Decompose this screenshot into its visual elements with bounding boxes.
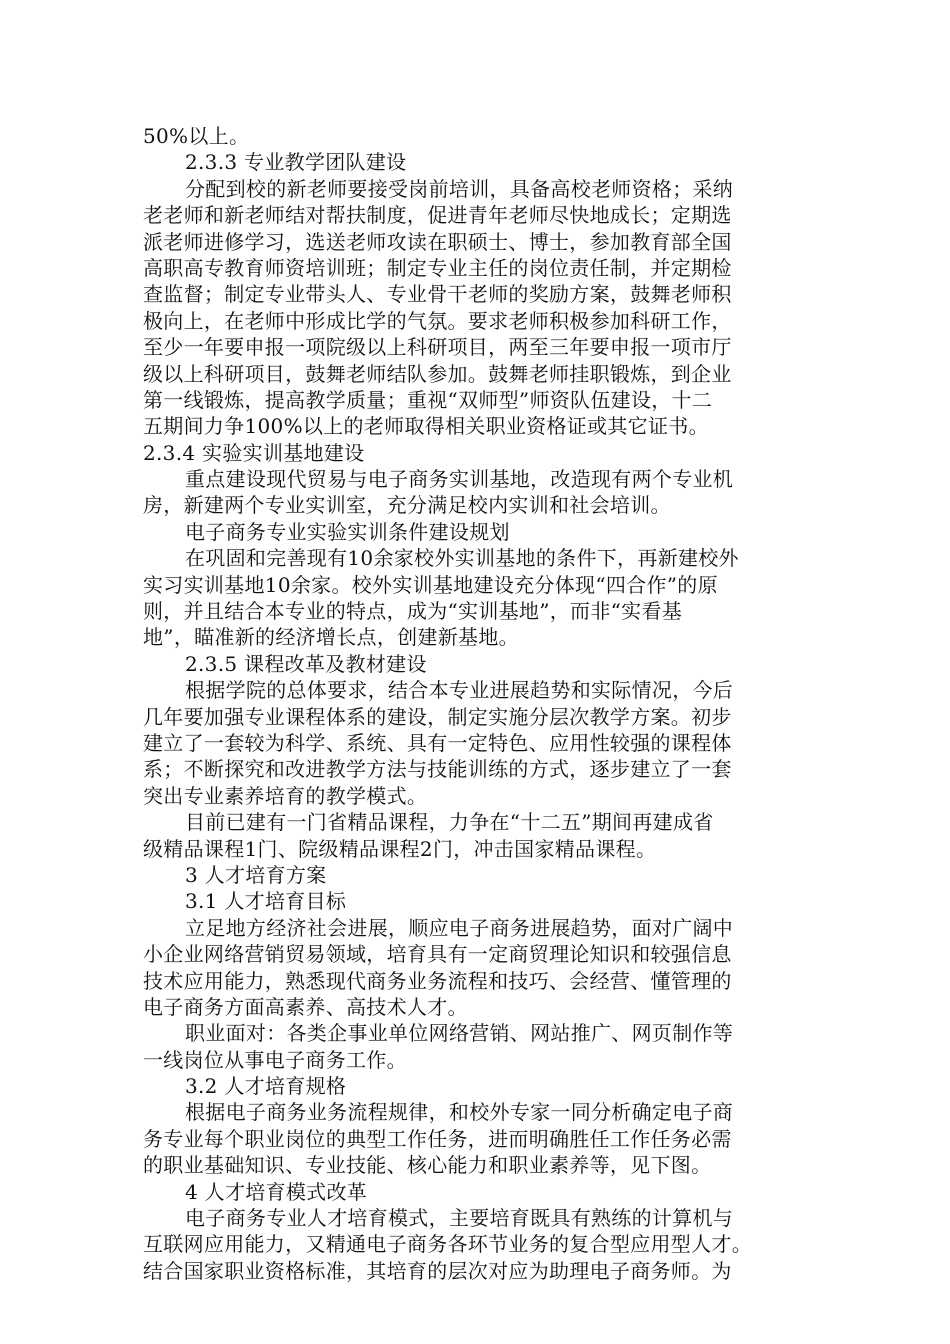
paragraph-line: 电子商务专业人才培育模式，主要培育既具有熟练的计算机与 — [185, 1206, 734, 1231]
paragraph-line: 技术应用能力，熟悉现代商务业务流程和技巧、会经营、懂管理的 — [143, 968, 732, 993]
paragraph-line: 派老师进修学习，选送老师攻读在职硕士、博士，参加教育部全国 — [143, 229, 732, 254]
section-heading: 3 人才培育方案 — [185, 862, 327, 887]
paragraph-line: 突出专业素养培育的教学模式。 — [143, 783, 428, 808]
paragraph-line: 分配到校的新老师要接受岗前培训，具备高校老师资格；采纳 — [185, 176, 734, 201]
paragraph-line: 第一线锻炼，提高教学质量；重视“双师型”师资队伍建设，十二 — [143, 387, 713, 412]
paragraph-line: 务专业每个职业岗位的典型工作任务，进而明确胜任工作任务必需 — [143, 1126, 732, 1151]
paragraph-line: 老老师和新老师结对帮扶制度，促进青年老师尽快地成长；定期选 — [143, 203, 732, 228]
paragraph-line: 的职业基础知识、专业技能、核心能力和职业素养等，见下图。 — [143, 1153, 712, 1178]
paragraph-line: 小企业网络营销贸易领域，培育具有一定商贸理论知识和较强信息 — [143, 942, 732, 967]
paragraph-line: 在巩固和完善现有10余家校外实训基地的条件下，再新建校外 — [185, 546, 739, 571]
paragraph-line: 级以上科研项目，鼓舞老师结队参加。鼓舞老师挂职锻炼，到企业 — [143, 361, 732, 386]
paragraph-line: 高职高专教育师资培训班；制定专业主任的岗位责任制，并定期检 — [143, 255, 732, 280]
section-heading: 2.3.3 专业教学团队建设 — [185, 150, 407, 175]
paragraph-line: 五期间力争100%以上的老师取得相关职业资格证或其它证书。 — [143, 414, 709, 439]
paragraph-line: 系；不断探究和改进教学方法与技能训练的方式，逐步建立了一套 — [143, 757, 732, 782]
paragraph-line: 级精品课程1门、院级精品课程2门，冲击国家精品课程。 — [143, 836, 657, 861]
paragraph-line: 目前已建有一门省精品课程，力争在“十二五”期间再建成省 — [185, 810, 714, 835]
paragraph-line: 至少一年要申报一项院级以上科研项目，两至三年要申报一项市厅 — [143, 335, 732, 360]
paragraph-line: 结合国家职业资格标准，其培育的层次对应为助理电子商务师。为 — [143, 1258, 732, 1283]
section-heading: 3.1 人才培育目标 — [185, 889, 347, 914]
paragraph-line: 极向上，在老师中形成比学的气氛。要求老师积极参加科研工作， — [143, 308, 732, 333]
paragraph-line: 职业面对：各类企事业单位网络营销、网站推广、网页制作等 — [185, 1021, 734, 1046]
paragraph-line: 一线岗位从事电子商务工作。 — [143, 1047, 407, 1072]
paragraph-line: 查监督；制定专业带头人、专业骨干老师的奖励方案，鼓舞老师积 — [143, 282, 732, 307]
section-heading: 2.3.5 课程改革及教材建设 — [185, 651, 427, 676]
paragraph-line: 几年要加强专业课程体系的建设，制定实施分层次教学方案。初步 — [143, 704, 732, 729]
paragraph-line: 则，并且结合本专业的特点，成为“实训基地”，而非“实看基 — [143, 599, 683, 624]
document-page — [143, 123, 815, 1284]
section-heading: 3.2 人才培育规格 — [185, 1074, 347, 1099]
paragraph-line: 电子商务专业实验实训条件建设规划 — [185, 519, 510, 544]
section-heading: 2.3.4 实验实训基地建设 — [143, 440, 365, 465]
paragraph-line: 实习实训基地10余家。校外实训基地建设充分体现“四合作”的原 — [143, 572, 718, 597]
paragraph-line: 电子商务方面高素养、高技术人才。 — [143, 994, 468, 1019]
paragraph-line: 房，新建两个专业实训室，充分满足校内实训和社会培训。 — [143, 493, 671, 518]
paragraph-line: 互联网应用能力，又精通电子商务各环节业务的复合型应用型人才。 — [143, 1232, 752, 1257]
paragraph-line: 根据学院的总体要求，结合本专业进展趋势和实际情况，今后 — [185, 678, 734, 703]
paragraph-line: 根据电子商务业务流程规律，和校外专家一同分析确定电子商 — [185, 1100, 734, 1125]
paragraph-line: 50%以上。 — [143, 124, 250, 148]
paragraph-line: 重点建设现代贸易与电子商务实训基地，改造现有两个专业机 — [185, 467, 734, 492]
paragraph-line: 立足地方经济社会进展，顺应电子商务进展趋势，面对广阔中 — [185, 915, 734, 940]
section-heading: 4 人才培育模式改革 — [185, 1179, 368, 1204]
paragraph-line: 地”，瞄准新的经济增长点，创建新基地。 — [143, 625, 519, 650]
paragraph-line: 建立了一套较为科学、系统、具有一定特色、应用性较强的课程体 — [143, 730, 732, 755]
